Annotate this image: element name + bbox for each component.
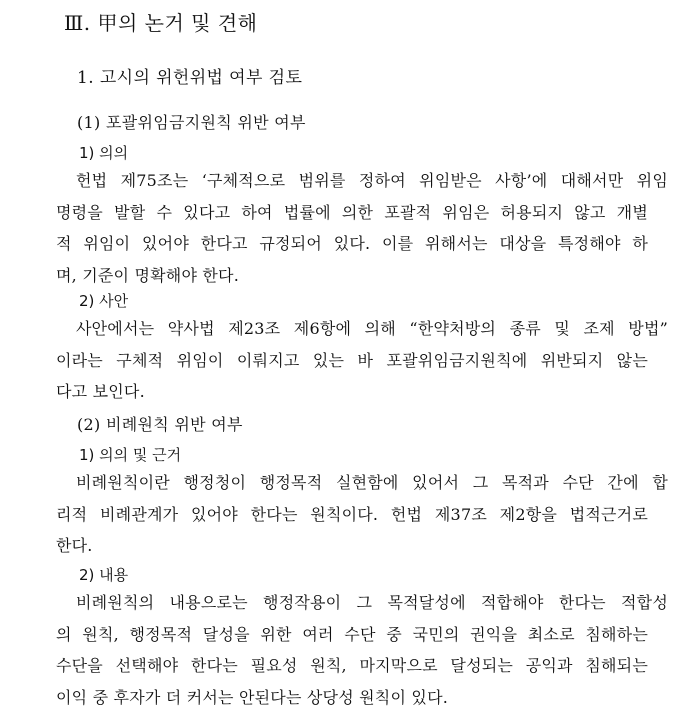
paragraph-line: 적 위임이 있어야 한다고 규정되어 있다. 이를 위해서는 대상을 특정해야 하	[56, 234, 648, 253]
paragraph-line: 리적 비례관계가 있어야 한다는 원칙이다. 헌법 제37조 제2항을 법적근거로	[56, 504, 648, 524]
paragraph-line: 이익 중 후자가 더 커서는 안된다는 상당성 원칙이 있다.	[56, 687, 449, 707]
paragraph-line: 며, 기준이 명확해야 한다.	[56, 265, 239, 285]
paragraph-line: 비례원칙의 내용으로는 행정작용이 그 목적달성에 적합해야 한다는 적합성	[76, 593, 668, 612]
section-heading-3: Ⅲ. 甲의 논거 및 견해	[64, 11, 258, 35]
subsection-heading-1: 1. 고시의 위헌위법 여부 검토	[77, 68, 303, 88]
paragraph-line: 명령을 발할 수 있다고 하여 법률에 의한 포괄적 위임은 허용되지 않고 개별	[56, 202, 648, 222]
section-2-sub1-title: 1) 의의 및 근거	[79, 446, 182, 464]
paragraph-line: 비례원칙이란 행정청이 행정목적 실현함에 있어서 그 목적과 수단 간에 합	[76, 473, 668, 492]
section-1-sub1-paragraph	[56, 165, 668, 291]
paragraph-line: 의 원칙, 행정목적 달성을 위한 여러 수단 중 국민의 권익을 최소로 침해하는	[56, 624, 648, 644]
paragraph-line: 사안에서는 약사법 제23조 제6항에 의해 “한약처방의 종류 및 조제 방법”	[76, 319, 668, 338]
paragraph-line: 헌법 제75조는 ‘구체적으로 범위를 정하여 위임받은 사항’에 대해서만 위임	[76, 171, 668, 190]
section-1-sub2-paragraph	[56, 313, 668, 408]
section-1-title: (1) 포괄위임금지원칙 위반 여부	[77, 113, 306, 132]
paragraph-line: 이라는 구체적 위임이 이뤄지고 있는 바 포괄위임금지원칙에 위반되지 않는	[56, 350, 648, 370]
section-1-sub2-title: 2) 사안	[79, 292, 129, 310]
section-1-sub1-title: 1) 의의	[79, 144, 129, 162]
section-2-sub2-title: 2) 내용	[79, 566, 129, 584]
section-2-sub1-paragraph	[56, 467, 668, 562]
paragraph-line: 다고 보인다.	[56, 382, 145, 401]
paragraph-line: 수단을 선택해야 한다는 필요성 원칙, 마지막으로 달성되는 공익과 침해되는	[56, 656, 648, 675]
section-2-sub2-paragraph	[56, 587, 668, 713]
section-2-title: (2) 비례원칙 위반 여부	[77, 415, 243, 434]
paragraph-line: 한다.	[56, 536, 93, 555]
